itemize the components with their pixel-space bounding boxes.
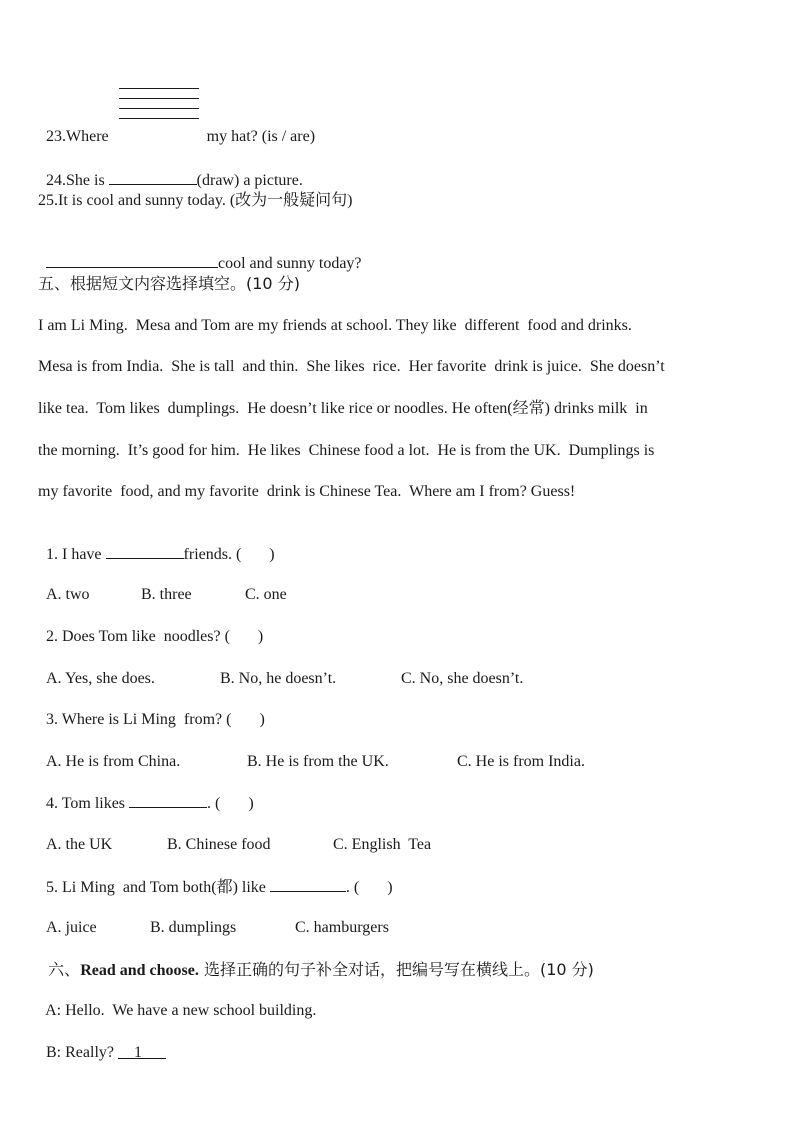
mc-options-4 bbox=[38, 815, 431, 855]
speaker: A: bbox=[45, 1002, 62, 1019]
answer-blank[interactable] bbox=[106, 544, 184, 559]
mc-options-2 bbox=[38, 649, 523, 689]
dialogue-line bbox=[38, 1023, 166, 1063]
question-text: 5. Li Ming and Tom both(都) like bbox=[46, 879, 266, 896]
answer-blank[interactable] bbox=[270, 877, 346, 892]
option-b[interactable]: B. three bbox=[141, 586, 192, 603]
passage-line: like tea. Tom likes dumplings. He doesn’t like rice or noodles. He often(经常) drinks milk in bbox=[38, 400, 648, 417]
answer-blank[interactable] bbox=[129, 793, 207, 808]
section-6-number: 六、 bbox=[48, 960, 81, 979]
option-c[interactable]: C. He is from India. bbox=[457, 753, 585, 770]
option-b[interactable]: B. He is from the UK. bbox=[247, 753, 389, 770]
speaker: B: bbox=[46, 1044, 62, 1061]
passage-line: the morning. It’s good for him. He likes Chinese food a lot. He is from the UK. Dumplings is bbox=[38, 442, 655, 459]
question-text: 3. Where is Li Ming from? ( ) bbox=[46, 711, 265, 728]
blank-line bbox=[119, 88, 199, 89]
question-text: 1. I have bbox=[46, 546, 102, 563]
question-25: 25.It is cool and sunny today. (改为一般疑问句) bbox=[38, 192, 353, 209]
question-text: 2. Does Tom like noodles? ( ) bbox=[46, 628, 264, 645]
question-25-answer-line bbox=[38, 233, 362, 274]
section-5-heading: 五、根据短文内容选择填空。(10 分) bbox=[38, 274, 300, 293]
option-a[interactable]: A. juice bbox=[46, 919, 97, 936]
mc-question-4 bbox=[38, 773, 254, 814]
option-a[interactable]: A. He is from China. bbox=[46, 753, 181, 770]
filled-answer-blank[interactable] bbox=[118, 1043, 166, 1063]
filled-answer: 1 bbox=[134, 1044, 142, 1061]
option-b[interactable]: B. dumplings bbox=[150, 919, 237, 936]
blank-line bbox=[119, 98, 199, 99]
mc-question-2 bbox=[38, 607, 263, 647]
option-b[interactable]: B. Chinese food bbox=[167, 836, 271, 853]
question-23-suffix: my hat? (is / are) bbox=[206, 128, 316, 145]
option-a[interactable]: A. two bbox=[46, 586, 90, 603]
question-23 bbox=[38, 107, 315, 147]
mc-question-3 bbox=[38, 690, 265, 730]
option-c[interactable]: C. English Tea bbox=[333, 836, 432, 853]
option-c[interactable]: C. one bbox=[245, 586, 287, 603]
option-b[interactable]: B. No, he doesn’t. bbox=[220, 670, 337, 687]
question-23-prefix: 23.Where bbox=[46, 128, 109, 145]
section-6-instruction: 选择正确的句子补全对话，把编号写在横线上。(10 分) bbox=[198, 960, 594, 979]
answer-blank[interactable] bbox=[109, 170, 197, 185]
option-a[interactable]: A. the UK bbox=[46, 836, 113, 853]
option-a[interactable]: A. Yes, she does. bbox=[46, 670, 155, 687]
question-24-prefix: 24.She is bbox=[46, 172, 105, 189]
mc-question-1 bbox=[38, 524, 275, 565]
option-c[interactable]: C. No, she doesn’t. bbox=[401, 670, 524, 687]
dialogue-text: Really? bbox=[65, 1044, 114, 1061]
question-25-answer-tail: cool and sunny today? bbox=[218, 255, 362, 272]
option-c[interactable]: C. hamburgers bbox=[295, 919, 389, 936]
passage-line: I am Li Ming. Mesa and Tom are my friends at school. They like different food and drinks. bbox=[38, 317, 632, 334]
dialogue-text: Hello. We have a new school building. bbox=[65, 1002, 317, 1019]
passage-line: Mesa is from India. She is tall and thin. She likes rice. Her favorite drink is juice. She doesn’t bbox=[38, 358, 665, 375]
question-text-tail: . ( ) bbox=[345, 879, 393, 896]
section-6-english-title: Read and choose. bbox=[80, 962, 199, 979]
question-text-tail: friends. ( ) bbox=[183, 546, 275, 563]
dialogue-line bbox=[38, 981, 316, 1021]
passage-line: my favorite food, and my favorite drink is Chinese Tea. Where am I from? Guess! bbox=[38, 483, 576, 500]
question-text: 4. Tom likes bbox=[46, 795, 126, 812]
mc-options-1 bbox=[38, 565, 287, 605]
question-24 bbox=[38, 150, 303, 191]
mc-options-5 bbox=[38, 898, 389, 938]
question-text-tail: . ( ) bbox=[207, 795, 254, 812]
section-6-heading bbox=[38, 940, 594, 981]
answer-blank[interactable] bbox=[46, 253, 218, 268]
question-24-suffix: (draw) a picture. bbox=[196, 172, 303, 189]
mc-options-3 bbox=[38, 732, 585, 772]
mc-question-5 bbox=[38, 857, 393, 898]
